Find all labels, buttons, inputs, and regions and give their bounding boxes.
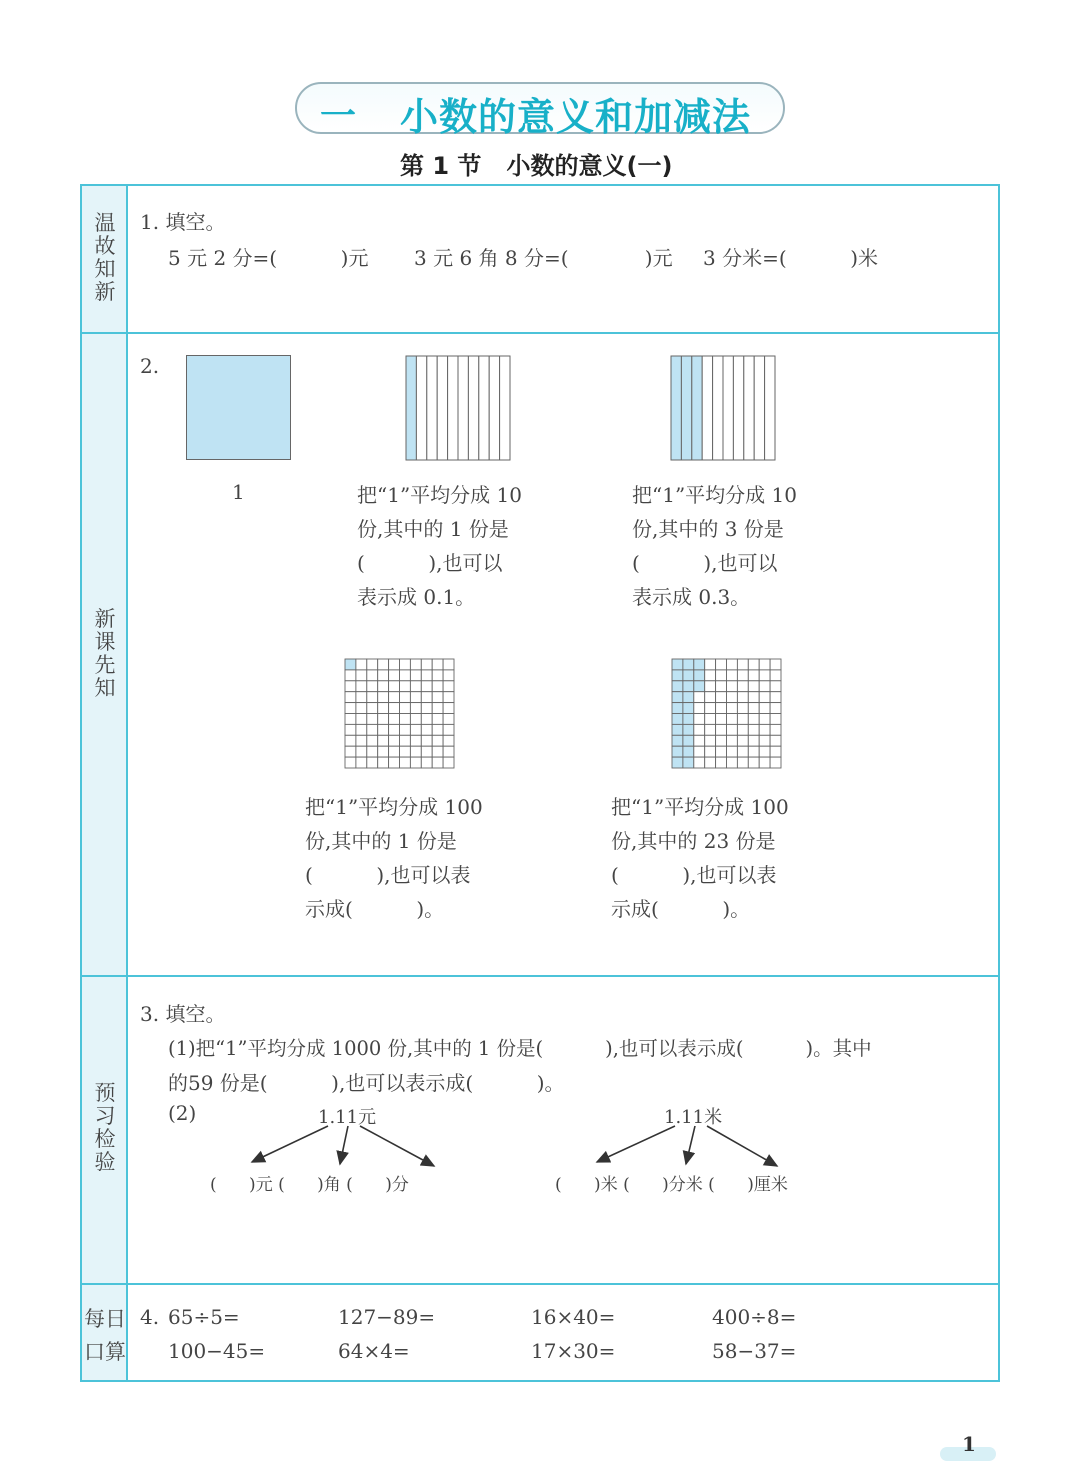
q2-line: 示成( )。 [611,897,751,921]
grid-cell [443,681,454,692]
q1-item: 3 元 6 角 8 分=( )元 [414,246,673,270]
grid-cell [694,757,705,768]
grid-cell [389,724,400,735]
grid-cell [356,703,367,714]
grid-cell [345,670,356,681]
grid-cell [367,670,378,681]
calc-item: 64×4= [338,1339,410,1363]
grid-cell-shaded [345,659,356,670]
calc-item: 58−37= [712,1339,797,1363]
section-title: 第 1 节 小数的意义(一) [400,152,673,180]
q1-item: 3 分米=( )米 [703,246,879,270]
grid-cell [400,757,411,768]
grid-cell [716,724,727,735]
grid-cell [410,714,421,725]
divider [80,1283,1000,1285]
grid-cell [378,681,389,692]
grid-cell-shaded [671,356,681,460]
grid-cell [416,356,426,460]
grid-cell [716,670,727,681]
grid-cell [748,659,759,670]
grid-cell [410,757,421,768]
grid-cell [356,692,367,703]
grid-cell [468,356,478,460]
grid-cell [367,746,378,757]
grid-cell-shaded [672,670,683,681]
grid-cell [443,714,454,725]
grid-cell [345,681,356,692]
grid-cell [705,714,716,725]
q2-line: 示成( )。 [305,897,445,921]
grid-cell [443,659,454,670]
grid-cell [737,735,748,746]
grid-cell [356,681,367,692]
grid-cell [400,703,411,714]
grid-cell [443,735,454,746]
grid-cell [748,692,759,703]
calc-item: 400÷8= [712,1305,797,1329]
tenths-grid-1 [405,355,511,461]
grid-cell [410,692,421,703]
grid-cell-shaded [694,659,705,670]
grid-cell [378,670,389,681]
grid-cell [378,703,389,714]
q3-header: 3. 填空。 [140,1002,226,1026]
side-label-daily-calc: 每日 口算 [84,1307,126,1364]
grid-cell [694,692,705,703]
divider [80,975,1000,977]
grid-cell [759,670,770,681]
grid-cell [770,659,781,670]
grid-cell [432,724,443,735]
grid-cell [716,692,727,703]
grid-cell [378,746,389,757]
grid-cell [410,735,421,746]
grid-cell [389,670,400,681]
grid-cell [410,703,421,714]
q2-line: 表示成 0.3。 [632,585,751,609]
grid-cell [716,735,727,746]
tree2-root: 1.11米 [664,1107,723,1128]
grid-cell [770,746,781,757]
grid-cell [737,703,748,714]
grid-cell [410,659,421,670]
grid-cell [400,724,411,735]
grid-cell [705,681,716,692]
side-label-review: 温 故 知 新 [94,211,116,304]
grid-cell [410,724,421,735]
grid-cell [716,746,727,757]
q3-part1-line2: 的59 份是( ),也可以表示成( )。 [168,1071,565,1095]
grid-cell [716,703,727,714]
grid-cell [748,714,759,725]
q2-line: 份,其中的 1 份是 [305,829,457,853]
grid-cell [727,670,738,681]
grid-cell [389,659,400,670]
grid-cell [345,746,356,757]
grid-cell [737,692,748,703]
grid-cell [389,735,400,746]
grid-cell [705,692,716,703]
unit-label: 1 [232,480,245,504]
grid-cell [759,659,770,670]
grid-cell [770,670,781,681]
grid-cell [356,659,367,670]
grid-cell-shaded [672,724,683,735]
q2-line: ( ),也可以表 [611,863,777,887]
q2-line: 把“1”平均分成 10 [632,483,797,507]
grid-cell [421,746,432,757]
q2-line: 把“1”平均分成 10 [357,483,522,507]
grid-cell [458,356,468,460]
grid-cell [345,757,356,768]
grid-cell [748,703,759,714]
grid-cell [421,670,432,681]
grid-cell [432,735,443,746]
hundredths-grid-1 [344,658,455,769]
tree2-branches: ( )米 ( )分米 ( )厘米 [555,1175,788,1195]
grid-cell [421,703,432,714]
grid-cell-shaded [692,356,702,460]
grid-cell [737,746,748,757]
hundredths-grid-23 [671,658,782,769]
grid-cell [765,356,775,460]
grid-cell [737,670,748,681]
grid-cell [345,735,356,746]
q2-line: 份,其中的 23 份是 [611,829,776,853]
grid-cell [356,757,367,768]
grid-cell [759,746,770,757]
grid-cell-shaded [683,746,694,757]
q3-part1-line1: (1)把“1”平均分成 1000 份,其中的 1 份是( ),也可以表示成( )。其中 [168,1037,872,1060]
grid-cell [489,356,499,460]
grid-cell [727,714,738,725]
grid-cell [759,714,770,725]
grid-cell [733,356,743,460]
q2-number: 2. [140,354,160,378]
q2-line: 把“1”平均分成 100 [611,795,789,819]
grid-cell [727,735,738,746]
q1-item: 5 元 2 分=( )元 [168,246,369,270]
grid-cell-shaded [672,757,683,768]
divider [80,332,1000,334]
grid-cell [421,659,432,670]
grid-cell [400,735,411,746]
grid-cell [443,746,454,757]
grid-cell [389,703,400,714]
grid-cell [694,735,705,746]
grid-cell [759,692,770,703]
grid-cell [770,714,781,725]
grid-cell [437,356,447,460]
grid-cell [421,681,432,692]
grid-cell [705,670,716,681]
calc-item: 17×30= [531,1339,616,1363]
grid-cell [705,703,716,714]
tree1-arrows [240,1120,450,1175]
grid-cell [432,670,443,681]
grid-cell-shaded [672,714,683,725]
grid-cell [427,356,437,460]
grid-cell [367,692,378,703]
grid-cell [727,724,738,735]
grid-cell [410,746,421,757]
grid-cell [367,757,378,768]
grid-cell [705,724,716,735]
grid-cell [694,714,705,725]
q2-line: ( ),也可以 [357,551,503,575]
q2-line: 表示成 0.1。 [357,585,476,609]
q2-block [632,478,832,614]
grid-cell [367,735,378,746]
grid-cell [367,659,378,670]
grid-cell-shaded [672,681,683,692]
grid-cell [367,714,378,725]
q2-block [611,790,841,926]
grid-cell [421,735,432,746]
grid-cell-shaded [683,735,694,746]
side-column [82,186,128,1380]
grid-cell [378,757,389,768]
calc-item: 16×40= [531,1305,616,1329]
grid-cell [716,659,727,670]
grid-cell [770,724,781,735]
grid-cell [748,724,759,735]
grid-cell [378,735,389,746]
grid-cell [723,356,733,460]
grid-cell [389,681,400,692]
grid-cell [754,356,764,460]
grid-cell [770,703,781,714]
grid-cell [421,724,432,735]
grid-cell [716,757,727,768]
page-number: 1 [962,1432,976,1456]
grid-cell-shaded [672,659,683,670]
grid-cell-shaded [683,703,694,714]
q4-number: 4. [140,1305,160,1329]
tenths-grid-3 [670,355,776,461]
grid-cell [702,356,712,460]
tree1-root: 1.11元 [318,1107,377,1128]
grid-cell [356,670,367,681]
grid-cell [345,703,356,714]
grid-cell-shaded [681,356,691,460]
grid-cell-shaded [406,356,416,460]
grid-cell [727,692,738,703]
grid-cell [432,703,443,714]
grid-cell [737,659,748,670]
chapter-title: 小数的意义和加减法 [400,95,752,139]
grid-cell [378,714,389,725]
grid-cell [705,757,716,768]
grid-cell-shaded [694,670,705,681]
grid-cell [759,735,770,746]
grid-cell-shaded [683,692,694,703]
grid-cell [432,692,443,703]
grid-cell [694,724,705,735]
grid-cell [727,757,738,768]
grid-cell [443,757,454,768]
grid-cell [400,681,411,692]
grid-cell [744,356,754,460]
calc-item: 100−45= [168,1339,266,1363]
grid-cell [705,735,716,746]
grid-cell [400,659,411,670]
grid-cell [770,757,781,768]
grid-cell [737,757,748,768]
grid-cell [367,681,378,692]
grid-cell [345,692,356,703]
calc-item: 65÷5= [168,1305,240,1329]
grid-cell-shaded [672,746,683,757]
grid-cell [759,724,770,735]
grid-cell-shaded [683,659,694,670]
grid-cell [432,659,443,670]
grid-cell [770,692,781,703]
grid-cell-shaded [672,692,683,703]
grid-cell [727,746,738,757]
grid-cell [432,714,443,725]
grid-cell [694,703,705,714]
grid-cell [432,746,443,757]
grid-cell [432,757,443,768]
grid-cell [727,659,738,670]
grid-cell [748,670,759,681]
grid-cell-shaded [683,757,694,768]
side-label-preview-check: 预 习 检 验 [94,1081,116,1174]
grid-cell [705,659,716,670]
grid-cell [356,735,367,746]
grid-cell [727,681,738,692]
grid-cell [400,692,411,703]
grid-cell [378,692,389,703]
grid-cell [727,703,738,714]
grid-cell-shaded [683,670,694,681]
grid-cell [759,681,770,692]
q2-line: 份,其中的 3 份是 [632,517,784,541]
q3-part2-label: (2) [168,1101,197,1125]
grid-cell [748,735,759,746]
q2-line: ( ),也可以表 [305,863,471,887]
grid-cell [400,746,411,757]
grid-cell [389,757,400,768]
grid-cell [410,681,421,692]
grid-cell [356,714,367,725]
grid-cell [759,757,770,768]
grid-cell [705,746,716,757]
q2-line: 份,其中的 1 份是 [357,517,509,541]
grid-cell [500,356,510,460]
grid-cell [748,757,759,768]
grid-cell [367,724,378,735]
grid-cell [378,724,389,735]
grid-cell [421,692,432,703]
grid-cell [389,692,400,703]
grid-cell [356,724,367,735]
grid-cell [421,757,432,768]
grid-cell [748,746,759,757]
grid-cell [479,356,489,460]
grid-cell [443,692,454,703]
grid-cell [421,714,432,725]
grid-cell [378,659,389,670]
grid-cell [448,356,458,460]
unit-square [186,355,291,460]
grid-cell [345,724,356,735]
grid-cell-shaded [694,681,705,692]
grid-cell-shaded [683,714,694,725]
calc-item: 127−89= [338,1305,436,1329]
grid-cell [694,746,705,757]
grid-cell [759,703,770,714]
grid-cell [737,681,748,692]
grid-cell [400,670,411,681]
grid-cell [443,703,454,714]
grid-cell-shaded [683,724,694,735]
grid-cell [432,681,443,692]
tree1-branches: ( )元 ( )角 ( )分 [210,1175,409,1195]
grid-cell [770,735,781,746]
grid-cell-shaded [683,681,694,692]
q2-line: 把“1”平均分成 100 [305,795,483,819]
side-label-new-lesson: 新 课 先 知 [94,607,116,700]
grid-cell [713,356,723,460]
grid-cell [737,724,748,735]
grid-cell [389,714,400,725]
q2-block [357,478,557,614]
grid-cell [443,724,454,735]
grid-cell [345,714,356,725]
grid-cell [770,681,781,692]
grid-cell [367,703,378,714]
q2-block [305,790,535,926]
grid-cell [400,714,411,725]
grid-cell [410,670,421,681]
grid-cell [716,681,727,692]
grid-cell-shaded [672,735,683,746]
grid-cell [389,746,400,757]
grid-cell [716,714,727,725]
grid-cell [356,746,367,757]
grid-cell [748,681,759,692]
grid-cell [443,670,454,681]
chapter-number: 一 [320,96,357,137]
q1-header: 1. 填空。 [140,210,226,234]
grid-cell-shaded [672,703,683,714]
tree2-arrows [585,1120,795,1175]
grid-cell [737,714,748,725]
q2-line: ( ),也可以 [632,551,778,575]
